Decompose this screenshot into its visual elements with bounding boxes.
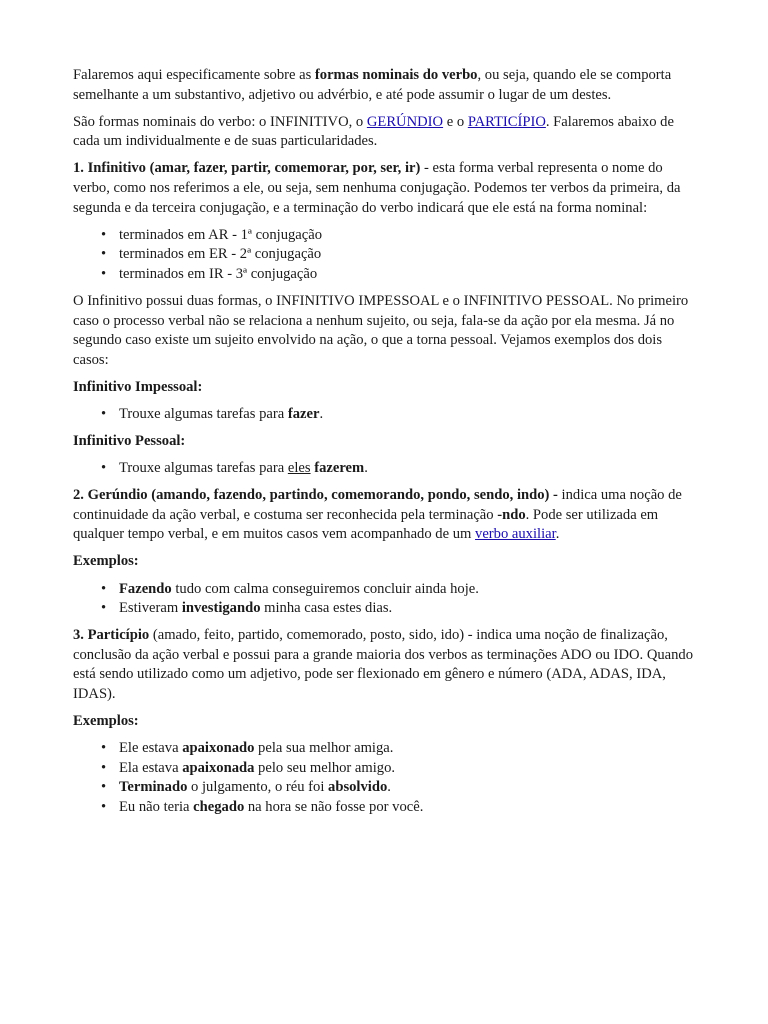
text: e o <box>443 113 468 130</box>
bold-text: fazer <box>287 405 320 422</box>
list-item <box>119 599 695 619</box>
bold-text: absolvido <box>328 779 388 796</box>
section-heading: 1. Infinitivo (amar, fazer, partir, comemorar, por, ser, ir) <box>73 160 421 177</box>
infinitivo-paragraph <box>73 159 695 218</box>
bold-text: formas nominais do verbo <box>314 67 478 83</box>
list-item: • terminados em IR - 3ª conjugação <box>119 265 695 285</box>
text: (amado, feito, partido, comemorado, posto, sido, ido) - indica uma noção de finalização, conclusão da ação verbal e possui para a grande maioria dos verbos as terminações ADO ou IDO. Quando está sendo utilizado como um adjetivo, pode ser flexionado em gênero e número (ADA, ADAS, IDA, IDAS). <box>73 627 694 703</box>
text: Falaremos aqui especificamente sobre as <box>73 67 315 83</box>
text: Estiveram <box>119 600 182 617</box>
gerundio-paragraph <box>73 486 695 545</box>
impessoal-examples <box>73 405 695 425</box>
impessoal-label <box>73 378 695 398</box>
section-heading: 2. Gerúndio (amando, fazendo, partindo, comemorando, pondo, sendo, indo) - <box>73 487 558 504</box>
bold-text: Exemplos: <box>73 713 139 730</box>
text: . <box>387 779 391 796</box>
list-item <box>119 798 695 818</box>
text: minha casa estes dias. <box>260 600 393 617</box>
text: indica uma noção de continuidade da ação verbal, e costuma ser reconhecida pela terminação <box>73 487 682 523</box>
bold-text: chegado <box>193 799 245 815</box>
text: , ou seja, quando ele se comporta semelhante a um substantivo, adjetivo ou advérbio, e até pode assumir o lugar de um destes. <box>73 67 672 103</box>
text: Trouxe algumas tarefas para <box>119 460 288 477</box>
text: Ele estava <box>119 740 183 757</box>
bold-text: Exemplos: <box>73 553 139 570</box>
list-item: • terminados em ER - 2ª conjugação <box>119 245 695 265</box>
participio-link[interactable]: PARTICÍPIO <box>467 113 546 130</box>
underlined-text: eles <box>287 460 311 477</box>
bold-text: Fazendo <box>119 580 172 597</box>
gerundio-examples-label <box>73 552 695 572</box>
text: na hora se não fosse por você. <box>244 799 424 815</box>
text: tudo com calma conseguiremos concluir ainda hoje. <box>171 580 479 597</box>
list-item <box>119 459 695 479</box>
list-item <box>119 778 695 798</box>
text: o julgamento, o réu foi <box>187 779 329 796</box>
bold-text: Infinitivo Pessoal: <box>73 433 186 449</box>
text: pelo seu melhor amigo. <box>254 759 396 776</box>
infinitivo-forms-paragraph: O Infinitivo possui duas formas, o INFINITIVO IMPESSOAL e o INFINITIVO PESSOAL. No primeiro caso o processo verbal não se relaciona a nenhum sujeito, ou seja, fala-se da ação por ela mesma. Já no segundo caso existe um sujeito envolvido na ação, o que a torna pessoal. Vejamos exemplos dos dois casos: <box>73 292 689 368</box>
pessoal-label <box>73 432 695 452</box>
list-item: • terminados em AR - 1ª conjugação <box>119 226 695 246</box>
participio-examples <box>73 739 695 817</box>
text: São formas nominais do verbo: o INFINITIVO, o <box>73 113 367 130</box>
list-item <box>119 580 695 600</box>
list-item <box>119 405 695 425</box>
pessoal-examples <box>73 459 695 479</box>
forms-paragraph <box>73 113 695 152</box>
intro-paragraph <box>73 66 695 105</box>
document-body <box>73 66 695 825</box>
text: Eu não teria <box>119 799 194 815</box>
conjugation-list <box>73 226 695 285</box>
text: . <box>364 460 368 477</box>
gerundio-link[interactable]: GERÚNDIO <box>366 113 444 130</box>
text: - esta forma verbal representa o nome do verbo, como nos referimos a ele, ou seja, sem nenhuma conjugação. Podemos ter verbos da primeira, da segunda e da terceira conjugação, e a terminação do verbo indicará que ele está na forma nominal: <box>73 160 681 216</box>
text: Trouxe algumas tarefas para <box>119 405 288 422</box>
bold-text: apaixonada <box>182 759 255 776</box>
verbo-auxiliar-link[interactable]: verbo auxiliar <box>475 526 556 543</box>
participio-examples-label <box>73 712 695 732</box>
gerundio-examples <box>73 580 695 619</box>
text: . Falaremos abaixo de cada um individualmente e de suas particularidades. <box>73 113 674 150</box>
text: pela sua melhor amiga. <box>254 740 394 757</box>
text: Ela estava <box>119 759 183 776</box>
bold-text: apaixonado <box>182 740 255 757</box>
text: . <box>555 526 560 543</box>
list-item <box>119 759 695 779</box>
text: . Pode ser utilizada em qualquer tempo verbal, e em muitos casos vem acompanhado de um <box>73 506 659 543</box>
text: . <box>319 405 324 422</box>
bold-text: Infinitivo Impessoal: <box>73 378 203 395</box>
list-item <box>119 739 695 759</box>
bold-text: fazerem <box>314 460 365 477</box>
participio-paragraph <box>73 626 695 704</box>
section-heading: 3. Particípio <box>73 627 150 644</box>
bold-text: -ndo <box>497 506 526 523</box>
bold-text: investigando <box>181 600 261 617</box>
bold-text: Terminado <box>119 779 188 796</box>
